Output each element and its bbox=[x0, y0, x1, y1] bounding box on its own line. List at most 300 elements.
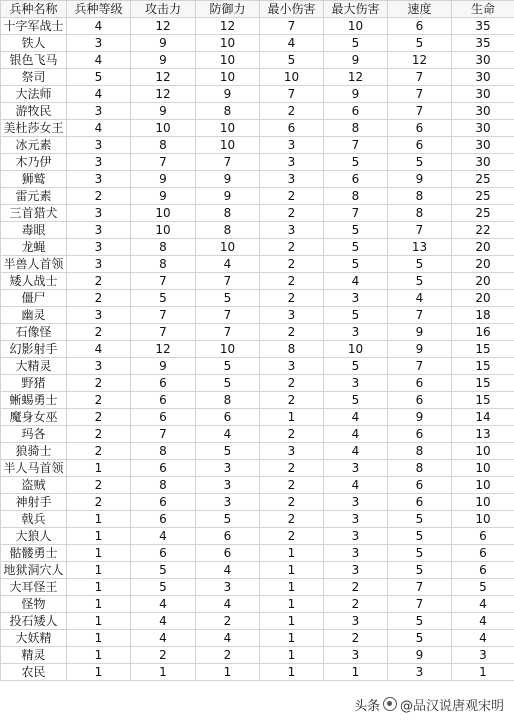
cell-unit-level[interactable]: 4 bbox=[67, 341, 131, 358]
cell-defense[interactable]: 12 bbox=[196, 18, 260, 35]
cell-attack[interactable]: 9 bbox=[131, 358, 196, 375]
cell-unit-level[interactable]: 1 bbox=[67, 562, 131, 579]
cell-attack[interactable]: 4 bbox=[131, 613, 196, 630]
cell-unit-name[interactable]: 狼骑士 bbox=[1, 443, 67, 460]
cell-defense[interactable]: 5 bbox=[196, 290, 260, 307]
cell-unit-level[interactable]: 2 bbox=[67, 188, 131, 205]
cell-defense[interactable]: 5 bbox=[196, 511, 260, 528]
cell-max-damage[interactable]: 3 bbox=[324, 545, 388, 562]
cell-unit-level[interactable]: 4 bbox=[67, 18, 131, 35]
header-defense[interactable]: 防御力 bbox=[196, 1, 260, 18]
cell-defense[interactable]: 7 bbox=[196, 324, 260, 341]
cell-speed[interactable]: 4 bbox=[388, 290, 452, 307]
cell-min-damage[interactable]: 2 bbox=[260, 494, 324, 511]
cell-defense[interactable]: 4 bbox=[196, 596, 260, 613]
cell-defense[interactable]: 4 bbox=[196, 426, 260, 443]
cell-max-damage[interactable]: 12 bbox=[324, 69, 388, 86]
cell-unit-name[interactable]: 十字军战士 bbox=[1, 18, 67, 35]
cell-speed[interactable]: 6 bbox=[388, 477, 452, 494]
cell-speed[interactable]: 13 bbox=[388, 239, 452, 256]
cell-speed[interactable]: 7 bbox=[388, 86, 452, 103]
cell-unit-name[interactable]: 大狼人 bbox=[1, 528, 67, 545]
cell-unit-name[interactable]: 大精灵 bbox=[1, 358, 67, 375]
cell-min-damage[interactable]: 3 bbox=[260, 307, 324, 324]
cell-max-damage[interactable]: 10 bbox=[324, 341, 388, 358]
cell-min-damage[interactable]: 2 bbox=[260, 511, 324, 528]
cell-min-damage[interactable]: 2 bbox=[260, 188, 324, 205]
cell-unit-level[interactable]: 3 bbox=[67, 358, 131, 375]
cell-unit-name[interactable]: 玛各 bbox=[1, 426, 67, 443]
cell-unit-name[interactable]: 矮人战士 bbox=[1, 273, 67, 290]
cell-max-damage[interactable]: 8 bbox=[324, 188, 388, 205]
cell-defense[interactable]: 8 bbox=[196, 392, 260, 409]
cell-min-damage[interactable]: 1 bbox=[260, 579, 324, 596]
cell-unit-level[interactable]: 4 bbox=[67, 86, 131, 103]
cell-speed[interactable]: 6 bbox=[388, 120, 452, 137]
cell-speed[interactable]: 6 bbox=[388, 375, 452, 392]
cell-speed[interactable]: 5 bbox=[388, 511, 452, 528]
cell-unit-name[interactable]: 怪物 bbox=[1, 596, 67, 613]
cell-defense[interactable]: 3 bbox=[196, 494, 260, 511]
cell-health[interactable]: 15 bbox=[452, 392, 514, 409]
cell-attack[interactable]: 2 bbox=[131, 647, 196, 664]
cell-max-damage[interactable]: 5 bbox=[324, 154, 388, 171]
cell-defense[interactable]: 10 bbox=[196, 120, 260, 137]
cell-health[interactable]: 30 bbox=[452, 69, 514, 86]
cell-speed[interactable]: 9 bbox=[388, 324, 452, 341]
cell-attack[interactable]: 5 bbox=[131, 562, 196, 579]
cell-health[interactable]: 30 bbox=[452, 120, 514, 137]
header-unit-level[interactable]: 兵种等级 bbox=[67, 1, 131, 18]
cell-defense[interactable]: 9 bbox=[196, 171, 260, 188]
cell-attack[interactable]: 4 bbox=[131, 630, 196, 647]
cell-health[interactable]: 1 bbox=[452, 664, 514, 681]
cell-defense[interactable]: 5 bbox=[196, 443, 260, 460]
cell-attack[interactable]: 12 bbox=[131, 341, 196, 358]
cell-health[interactable]: 35 bbox=[452, 35, 514, 52]
cell-attack[interactable]: 7 bbox=[131, 273, 196, 290]
cell-max-damage[interactable]: 3 bbox=[324, 324, 388, 341]
cell-defense[interactable]: 4 bbox=[196, 630, 260, 647]
cell-defense[interactable]: 10 bbox=[196, 52, 260, 69]
cell-health[interactable]: 4 bbox=[452, 596, 514, 613]
cell-unit-name[interactable]: 野猪 bbox=[1, 375, 67, 392]
cell-defense[interactable]: 4 bbox=[196, 562, 260, 579]
cell-defense[interactable]: 8 bbox=[196, 103, 260, 120]
cell-min-damage[interactable]: 2 bbox=[260, 239, 324, 256]
cell-max-damage[interactable]: 8 bbox=[324, 120, 388, 137]
cell-speed[interactable]: 8 bbox=[388, 205, 452, 222]
header-attack[interactable]: 攻击力 bbox=[131, 1, 196, 18]
cell-unit-name[interactable]: 雷元素 bbox=[1, 188, 67, 205]
cell-unit-name[interactable]: 神射手 bbox=[1, 494, 67, 511]
cell-unit-level[interactable]: 2 bbox=[67, 290, 131, 307]
cell-health[interactable]: 30 bbox=[452, 86, 514, 103]
cell-unit-name[interactable]: 幻影射手 bbox=[1, 341, 67, 358]
cell-unit-name[interactable]: 木乃伊 bbox=[1, 154, 67, 171]
cell-attack[interactable]: 6 bbox=[131, 375, 196, 392]
header-health[interactable]: 生命 bbox=[452, 1, 514, 18]
cell-max-damage[interactable]: 3 bbox=[324, 375, 388, 392]
cell-unit-level[interactable]: 1 bbox=[67, 579, 131, 596]
cell-unit-level[interactable]: 2 bbox=[67, 409, 131, 426]
cell-health[interactable]: 6 bbox=[452, 545, 514, 562]
cell-unit-name[interactable]: 蜥蜴勇士 bbox=[1, 392, 67, 409]
cell-defense[interactable]: 5 bbox=[196, 358, 260, 375]
cell-min-damage[interactable]: 1 bbox=[260, 545, 324, 562]
cell-attack[interactable]: 6 bbox=[131, 392, 196, 409]
cell-unit-name[interactable]: 地狱洞穴人 bbox=[1, 562, 67, 579]
cell-min-damage[interactable]: 3 bbox=[260, 222, 324, 239]
cell-attack[interactable]: 10 bbox=[131, 222, 196, 239]
cell-defense[interactable]: 5 bbox=[196, 375, 260, 392]
cell-health[interactable]: 30 bbox=[452, 154, 514, 171]
cell-min-damage[interactable]: 2 bbox=[260, 528, 324, 545]
cell-unit-level[interactable]: 1 bbox=[67, 511, 131, 528]
cell-health[interactable]: 20 bbox=[452, 256, 514, 273]
cell-speed[interactable]: 5 bbox=[388, 562, 452, 579]
cell-health[interactable]: 4 bbox=[452, 613, 514, 630]
cell-max-damage[interactable]: 1 bbox=[324, 664, 388, 681]
cell-defense[interactable]: 3 bbox=[196, 460, 260, 477]
cell-unit-level[interactable]: 3 bbox=[67, 103, 131, 120]
cell-speed[interactable]: 6 bbox=[388, 426, 452, 443]
cell-min-damage[interactable]: 1 bbox=[260, 647, 324, 664]
cell-defense[interactable]: 6 bbox=[196, 409, 260, 426]
cell-unit-name[interactable]: 大法师 bbox=[1, 86, 67, 103]
cell-attack[interactable]: 8 bbox=[131, 477, 196, 494]
cell-defense[interactable]: 3 bbox=[196, 477, 260, 494]
cell-min-damage[interactable]: 1 bbox=[260, 562, 324, 579]
cell-speed[interactable]: 7 bbox=[388, 103, 452, 120]
cell-defense[interactable]: 7 bbox=[196, 307, 260, 324]
cell-health[interactable]: 10 bbox=[452, 511, 514, 528]
cell-unit-name[interactable]: 投石矮人 bbox=[1, 613, 67, 630]
cell-speed[interactable]: 5 bbox=[388, 35, 452, 52]
cell-speed[interactable]: 7 bbox=[388, 596, 452, 613]
cell-max-damage[interactable]: 5 bbox=[324, 222, 388, 239]
cell-unit-name[interactable]: 骷髅勇士 bbox=[1, 545, 67, 562]
cell-health[interactable]: 35 bbox=[452, 18, 514, 35]
cell-min-damage[interactable]: 1 bbox=[260, 596, 324, 613]
cell-defense[interactable]: 10 bbox=[196, 341, 260, 358]
cell-unit-level[interactable]: 2 bbox=[67, 477, 131, 494]
cell-unit-level[interactable]: 2 bbox=[67, 494, 131, 511]
cell-attack[interactable]: 6 bbox=[131, 511, 196, 528]
cell-min-damage[interactable]: 4 bbox=[260, 35, 324, 52]
cell-attack[interactable]: 10 bbox=[131, 205, 196, 222]
cell-max-damage[interactable]: 3 bbox=[324, 613, 388, 630]
cell-max-damage[interactable]: 5 bbox=[324, 392, 388, 409]
cell-unit-level[interactable]: 2 bbox=[67, 273, 131, 290]
cell-unit-name[interactable]: 大妖精 bbox=[1, 630, 67, 647]
cell-defense[interactable]: 8 bbox=[196, 205, 260, 222]
cell-unit-name[interactable]: 盗贼 bbox=[1, 477, 67, 494]
cell-attack[interactable]: 5 bbox=[131, 579, 196, 596]
cell-speed[interactable]: 6 bbox=[388, 18, 452, 35]
cell-health[interactable]: 13 bbox=[452, 426, 514, 443]
cell-max-damage[interactable]: 4 bbox=[324, 409, 388, 426]
cell-max-damage[interactable]: 9 bbox=[324, 52, 388, 69]
cell-unit-name[interactable]: 农民 bbox=[1, 664, 67, 681]
cell-attack[interactable]: 8 bbox=[131, 239, 196, 256]
cell-max-damage[interactable]: 3 bbox=[324, 562, 388, 579]
cell-unit-name[interactable]: 石像怪 bbox=[1, 324, 67, 341]
cell-unit-level[interactable]: 4 bbox=[67, 52, 131, 69]
cell-defense[interactable]: 10 bbox=[196, 69, 260, 86]
cell-unit-level[interactable]: 3 bbox=[67, 256, 131, 273]
cell-max-damage[interactable]: 2 bbox=[324, 579, 388, 596]
cell-unit-level[interactable]: 1 bbox=[67, 596, 131, 613]
cell-speed[interactable]: 7 bbox=[388, 307, 452, 324]
cell-min-damage[interactable]: 7 bbox=[260, 86, 324, 103]
cell-unit-level[interactable]: 1 bbox=[67, 545, 131, 562]
cell-max-damage[interactable]: 5 bbox=[324, 307, 388, 324]
cell-speed[interactable]: 9 bbox=[388, 409, 452, 426]
cell-defense[interactable]: 10 bbox=[196, 239, 260, 256]
cell-min-damage[interactable]: 3 bbox=[260, 443, 324, 460]
cell-defense[interactable]: 9 bbox=[196, 86, 260, 103]
cell-unit-level[interactable]: 2 bbox=[67, 375, 131, 392]
cell-max-damage[interactable]: 3 bbox=[324, 528, 388, 545]
cell-max-damage[interactable]: 2 bbox=[324, 596, 388, 613]
cell-unit-name[interactable]: 银色飞马 bbox=[1, 52, 67, 69]
cell-unit-name[interactable]: 半兽人首领 bbox=[1, 256, 67, 273]
cell-defense[interactable]: 7 bbox=[196, 273, 260, 290]
cell-attack[interactable]: 8 bbox=[131, 137, 196, 154]
cell-max-damage[interactable]: 7 bbox=[324, 137, 388, 154]
cell-min-damage[interactable]: 6 bbox=[260, 120, 324, 137]
cell-health[interactable]: 4 bbox=[452, 630, 514, 647]
cell-speed[interactable]: 8 bbox=[388, 188, 452, 205]
cell-speed[interactable]: 12 bbox=[388, 52, 452, 69]
cell-min-damage[interactable]: 2 bbox=[260, 392, 324, 409]
cell-unit-level[interactable]: 3 bbox=[67, 171, 131, 188]
cell-unit-level[interactable]: 2 bbox=[67, 443, 131, 460]
cell-unit-name[interactable]: 半人马首领 bbox=[1, 460, 67, 477]
cell-min-damage[interactable]: 2 bbox=[260, 205, 324, 222]
cell-max-damage[interactable]: 5 bbox=[324, 35, 388, 52]
cell-speed[interactable]: 3 bbox=[388, 664, 452, 681]
header-unit-name[interactable]: 兵种名称 bbox=[1, 1, 67, 18]
cell-max-damage[interactable]: 3 bbox=[324, 494, 388, 511]
cell-speed[interactable]: 7 bbox=[388, 69, 452, 86]
cell-attack[interactable]: 6 bbox=[131, 545, 196, 562]
cell-max-damage[interactable]: 3 bbox=[324, 647, 388, 664]
cell-unit-level[interactable]: 2 bbox=[67, 392, 131, 409]
cell-speed[interactable]: 5 bbox=[388, 273, 452, 290]
cell-unit-level[interactable]: 3 bbox=[67, 35, 131, 52]
cell-attack[interactable]: 6 bbox=[131, 460, 196, 477]
cell-unit-name[interactable]: 祭司 bbox=[1, 69, 67, 86]
cell-speed[interactable]: 5 bbox=[388, 256, 452, 273]
cell-min-damage[interactable]: 3 bbox=[260, 358, 324, 375]
cell-health[interactable]: 10 bbox=[452, 443, 514, 460]
cell-health[interactable]: 10 bbox=[452, 477, 514, 494]
cell-min-damage[interactable]: 2 bbox=[260, 324, 324, 341]
cell-health[interactable]: 20 bbox=[452, 239, 514, 256]
header-speed[interactable]: 速度 bbox=[388, 1, 452, 18]
cell-unit-name[interactable]: 魔身女巫 bbox=[1, 409, 67, 426]
cell-health[interactable]: 6 bbox=[452, 528, 514, 545]
cell-health[interactable]: 15 bbox=[452, 341, 514, 358]
cell-min-damage[interactable]: 2 bbox=[260, 290, 324, 307]
cell-unit-level[interactable]: 3 bbox=[67, 239, 131, 256]
cell-unit-name[interactable]: 狮鹫 bbox=[1, 171, 67, 188]
cell-min-damage[interactable]: 2 bbox=[260, 103, 324, 120]
cell-defense[interactable]: 9 bbox=[196, 188, 260, 205]
cell-unit-name[interactable]: 僵尸 bbox=[1, 290, 67, 307]
cell-health[interactable]: 15 bbox=[452, 358, 514, 375]
cell-max-damage[interactable]: 3 bbox=[324, 511, 388, 528]
cell-unit-level[interactable]: 1 bbox=[67, 613, 131, 630]
cell-unit-name[interactable]: 龙蝇 bbox=[1, 239, 67, 256]
cell-attack[interactable]: 1 bbox=[131, 664, 196, 681]
cell-min-damage[interactable]: 1 bbox=[260, 664, 324, 681]
cell-attack[interactable]: 10 bbox=[131, 120, 196, 137]
cell-health[interactable]: 10 bbox=[452, 494, 514, 511]
cell-defense[interactable]: 6 bbox=[196, 528, 260, 545]
cell-defense[interactable]: 8 bbox=[196, 222, 260, 239]
cell-health[interactable]: 30 bbox=[452, 103, 514, 120]
cell-max-damage[interactable]: 6 bbox=[324, 103, 388, 120]
cell-min-damage[interactable]: 2 bbox=[260, 460, 324, 477]
cell-defense[interactable]: 7 bbox=[196, 154, 260, 171]
cell-attack[interactable]: 7 bbox=[131, 426, 196, 443]
cell-defense[interactable]: 1 bbox=[196, 664, 260, 681]
cell-unit-level[interactable]: 1 bbox=[67, 630, 131, 647]
cell-unit-level[interactable]: 5 bbox=[67, 69, 131, 86]
cell-defense[interactable]: 2 bbox=[196, 647, 260, 664]
cell-unit-name[interactable]: 幽灵 bbox=[1, 307, 67, 324]
cell-max-damage[interactable]: 3 bbox=[324, 290, 388, 307]
cell-max-damage[interactable]: 4 bbox=[324, 443, 388, 460]
cell-min-damage[interactable]: 2 bbox=[260, 477, 324, 494]
cell-unit-level[interactable]: 3 bbox=[67, 137, 131, 154]
cell-unit-level[interactable]: 3 bbox=[67, 205, 131, 222]
cell-defense[interactable]: 2 bbox=[196, 613, 260, 630]
cell-max-damage[interactable]: 9 bbox=[324, 86, 388, 103]
cell-speed[interactable]: 8 bbox=[388, 443, 452, 460]
cell-speed[interactable]: 6 bbox=[388, 494, 452, 511]
cell-max-damage[interactable]: 4 bbox=[324, 477, 388, 494]
cell-unit-name[interactable]: 毒眼 bbox=[1, 222, 67, 239]
cell-health[interactable]: 25 bbox=[452, 205, 514, 222]
cell-health[interactable]: 20 bbox=[452, 273, 514, 290]
cell-attack[interactable]: 6 bbox=[131, 409, 196, 426]
cell-defense[interactable]: 3 bbox=[196, 579, 260, 596]
cell-max-damage[interactable]: 4 bbox=[324, 273, 388, 290]
cell-min-damage[interactable]: 3 bbox=[260, 171, 324, 188]
cell-attack[interactable]: 7 bbox=[131, 324, 196, 341]
cell-attack[interactable]: 9 bbox=[131, 103, 196, 120]
cell-defense[interactable]: 6 bbox=[196, 545, 260, 562]
cell-defense[interactable]: 4 bbox=[196, 256, 260, 273]
cell-unit-level[interactable]: 3 bbox=[67, 307, 131, 324]
cell-health[interactable]: 18 bbox=[452, 307, 514, 324]
cell-max-damage[interactable]: 3 bbox=[324, 460, 388, 477]
cell-defense[interactable]: 10 bbox=[196, 35, 260, 52]
cell-min-damage[interactable]: 10 bbox=[260, 69, 324, 86]
cell-unit-name[interactable]: 大耳怪王 bbox=[1, 579, 67, 596]
cell-unit-level[interactable]: 3 bbox=[67, 222, 131, 239]
cell-speed[interactable]: 8 bbox=[388, 460, 452, 477]
cell-min-damage[interactable]: 2 bbox=[260, 426, 324, 443]
cell-max-damage[interactable]: 10 bbox=[324, 18, 388, 35]
cell-speed[interactable]: 5 bbox=[388, 630, 452, 647]
cell-unit-level[interactable]: 1 bbox=[67, 664, 131, 681]
cell-unit-name[interactable]: 美杜莎女王 bbox=[1, 120, 67, 137]
cell-unit-level[interactable]: 2 bbox=[67, 426, 131, 443]
cell-unit-name[interactable]: 冰元素 bbox=[1, 137, 67, 154]
cell-speed[interactable]: 5 bbox=[388, 528, 452, 545]
cell-health[interactable]: 15 bbox=[452, 375, 514, 392]
cell-min-damage[interactable]: 2 bbox=[260, 375, 324, 392]
cell-speed[interactable]: 5 bbox=[388, 613, 452, 630]
cell-health[interactable]: 25 bbox=[452, 171, 514, 188]
cell-max-damage[interactable]: 5 bbox=[324, 358, 388, 375]
cell-health[interactable]: 25 bbox=[452, 188, 514, 205]
cell-health[interactable]: 6 bbox=[452, 562, 514, 579]
cell-min-damage[interactable]: 8 bbox=[260, 341, 324, 358]
cell-min-damage[interactable]: 2 bbox=[260, 256, 324, 273]
cell-min-damage[interactable]: 1 bbox=[260, 613, 324, 630]
cell-attack[interactable]: 8 bbox=[131, 256, 196, 273]
cell-attack[interactable]: 12 bbox=[131, 69, 196, 86]
cell-min-damage[interactable]: 5 bbox=[260, 52, 324, 69]
cell-health[interactable]: 16 bbox=[452, 324, 514, 341]
cell-unit-name[interactable]: 三首猎犬 bbox=[1, 205, 67, 222]
cell-attack[interactable]: 4 bbox=[131, 596, 196, 613]
cell-min-damage[interactable]: 3 bbox=[260, 154, 324, 171]
cell-min-damage[interactable]: 1 bbox=[260, 409, 324, 426]
cell-defense[interactable]: 10 bbox=[196, 137, 260, 154]
cell-max-damage[interactable]: 4 bbox=[324, 426, 388, 443]
cell-max-damage[interactable]: 7 bbox=[324, 205, 388, 222]
cell-speed[interactable]: 5 bbox=[388, 545, 452, 562]
cell-unit-level[interactable]: 1 bbox=[67, 528, 131, 545]
cell-health[interactable]: 22 bbox=[452, 222, 514, 239]
cell-health[interactable]: 10 bbox=[452, 460, 514, 477]
cell-unit-level[interactable]: 4 bbox=[67, 120, 131, 137]
cell-attack[interactable]: 5 bbox=[131, 290, 196, 307]
cell-min-damage[interactable]: 7 bbox=[260, 18, 324, 35]
cell-attack[interactable]: 12 bbox=[131, 18, 196, 35]
cell-attack[interactable]: 7 bbox=[131, 307, 196, 324]
cell-health[interactable]: 3 bbox=[452, 647, 514, 664]
cell-speed[interactable]: 9 bbox=[388, 647, 452, 664]
cell-min-damage[interactable]: 2 bbox=[260, 273, 324, 290]
header-min-damage[interactable]: 最小伤害 bbox=[260, 1, 324, 18]
cell-attack[interactable]: 9 bbox=[131, 171, 196, 188]
cell-speed[interactable]: 9 bbox=[388, 171, 452, 188]
cell-unit-level[interactable]: 1 bbox=[67, 460, 131, 477]
cell-max-damage[interactable]: 2 bbox=[324, 630, 388, 647]
cell-speed[interactable]: 6 bbox=[388, 137, 452, 154]
cell-unit-level[interactable]: 2 bbox=[67, 324, 131, 341]
cell-unit-name[interactable]: 精灵 bbox=[1, 647, 67, 664]
cell-max-damage[interactable]: 5 bbox=[324, 256, 388, 273]
cell-max-damage[interactable]: 5 bbox=[324, 239, 388, 256]
cell-min-damage[interactable]: 1 bbox=[260, 630, 324, 647]
cell-max-damage[interactable]: 6 bbox=[324, 171, 388, 188]
cell-health[interactable]: 30 bbox=[452, 137, 514, 154]
header-max-damage[interactable]: 最大伤害 bbox=[324, 1, 388, 18]
cell-speed[interactable]: 6 bbox=[388, 392, 452, 409]
cell-attack[interactable]: 9 bbox=[131, 188, 196, 205]
cell-attack[interactable]: 9 bbox=[131, 52, 196, 69]
cell-attack[interactable]: 9 bbox=[131, 35, 196, 52]
